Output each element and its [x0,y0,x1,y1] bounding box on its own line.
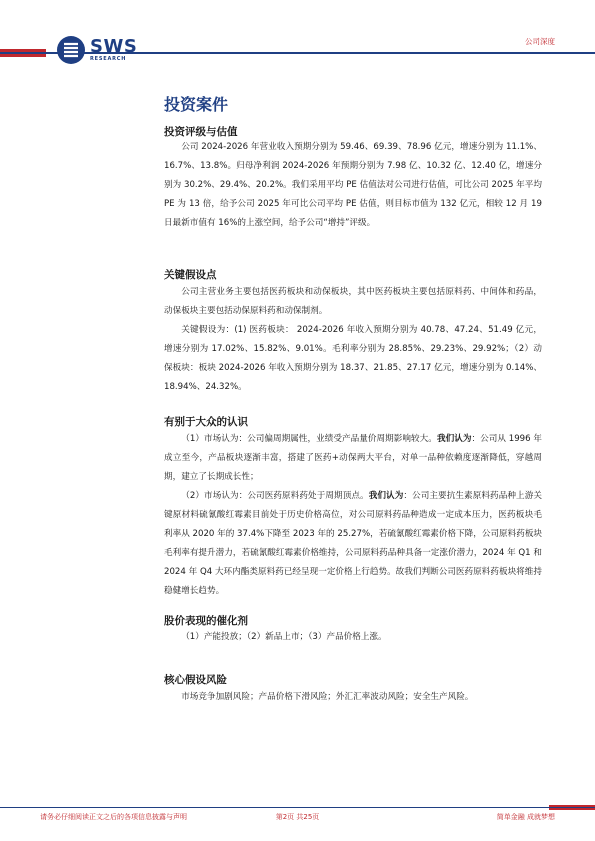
risks-paragraph: 市场竞争加剧风险；产品价格下滑风险；外汇汇率波动风险；安全生产风险。 [181,692,474,702]
logo-subtext: RESEARCH [90,56,127,62]
valuation-paragraph: 公司 2024-2026 年营业收入预期分别为 59.46、69.39、78.96 亿元，增速分别为 11.1%、16.7%、13.8%。归母净利润 2024-2026 年预期分别为 7.98 亿、10.32 亿、12.40 亿，增速分别为 30.2%、29.4%、20.2%。我们采用平均 PE 估值法对公司进行估值，可比公司 2025 年平均 PE 为 13 倍，给予公司 2025 年可比公司平均 PE 估值，则目标市值为 132 亿元，相较 12 月 19 日最新市值有 16%的上涨空间，给予公司“增持”评级。 [164,142,542,228]
differentiated-view-paragraph-1: （1）市场认为：公司偏周期属性，业绩受产品量价周期影响较大。我们认为：公司从 1996 年成立至今，产品板块逐渐丰富，搭建了医药+动保两大平台，对单一品种依赖度逐渐降低，穿越周期，建立了长期成长性； [164,434,542,482]
footer-slogan: 简单金融 成就梦想 [496,813,555,821]
section-heading-key-assumptions: 关键假设点 [164,269,217,281]
section-heading-risks: 核心假设风险 [164,674,227,686]
sws-logo [56,35,137,65]
footer-rule [0,807,595,808]
sws-logo-icon [56,35,86,65]
logo-text: SWS [90,36,138,57]
key-assumptions-paragraph-2: 关键假设为：(1) 医药板块： 2024-2026 年收入预期分别为 40.78、47.24、51.49 亿元，增速分别为 17.02%、15.82%、9.01%。毛利率分别为 28.85%、29.23%、29.92%；（2）动保板块：板块 2024-2026 年收入预期分别为 18.37、21.85、27.17 亿元，增速分别为 0.14%、18.94%、24.32%。 [164,325,542,392]
section-heading-valuation: 投资评级与估值 [164,126,238,138]
catalysts-paragraph: （1）产能投放；（2）新品上市；（3）产品价格上涨。 [181,632,387,642]
key-assumptions-paragraph-1: 公司主营业务主要包括医药板块和动保板块，其中医药板块主要包括原料药、中间体和药品，动保板块主要包括动保原料药和动保制剂。 [164,287,542,316]
differentiated-view-paragraph-2: （2）市场认为：公司医药原料药处于周期顶点。我们认为：公司主要抗生素原料药品种上游关键原材料硫氰酸红霉素目前处于历史价格高位，对公司原料药品种造成一定成本压力，医药板块毛利率从 2020 年的 37.4%下降至 2023 年的 25.27%，若硫氰酸红霉素价格下降，公司原料药板块毛利率有提升潜力，若硫氰酸红霉素价格维持，公司原料药品种具备一定涨价潜力，2024 年 Q1 和 2024 年 Q4 大环内酯类原料药已经呈现一定价格上行趋势。故我们判断公司医药原料药板块将维持稳健增长趋势。 [164,491,543,596]
report-type-tag: 公司深度 [525,37,555,46]
page-number: 第2页 共25页 [275,813,320,821]
footer-disclaimer: 请务必仔细阅读正文之后的各项信息披露与声明 [40,813,187,821]
page-title: 投资案件 [164,95,229,114]
section-heading-catalysts: 股价表现的催化剂 [164,615,248,627]
section-heading-differentiated-view: 有别于大众的认识 [164,416,248,428]
